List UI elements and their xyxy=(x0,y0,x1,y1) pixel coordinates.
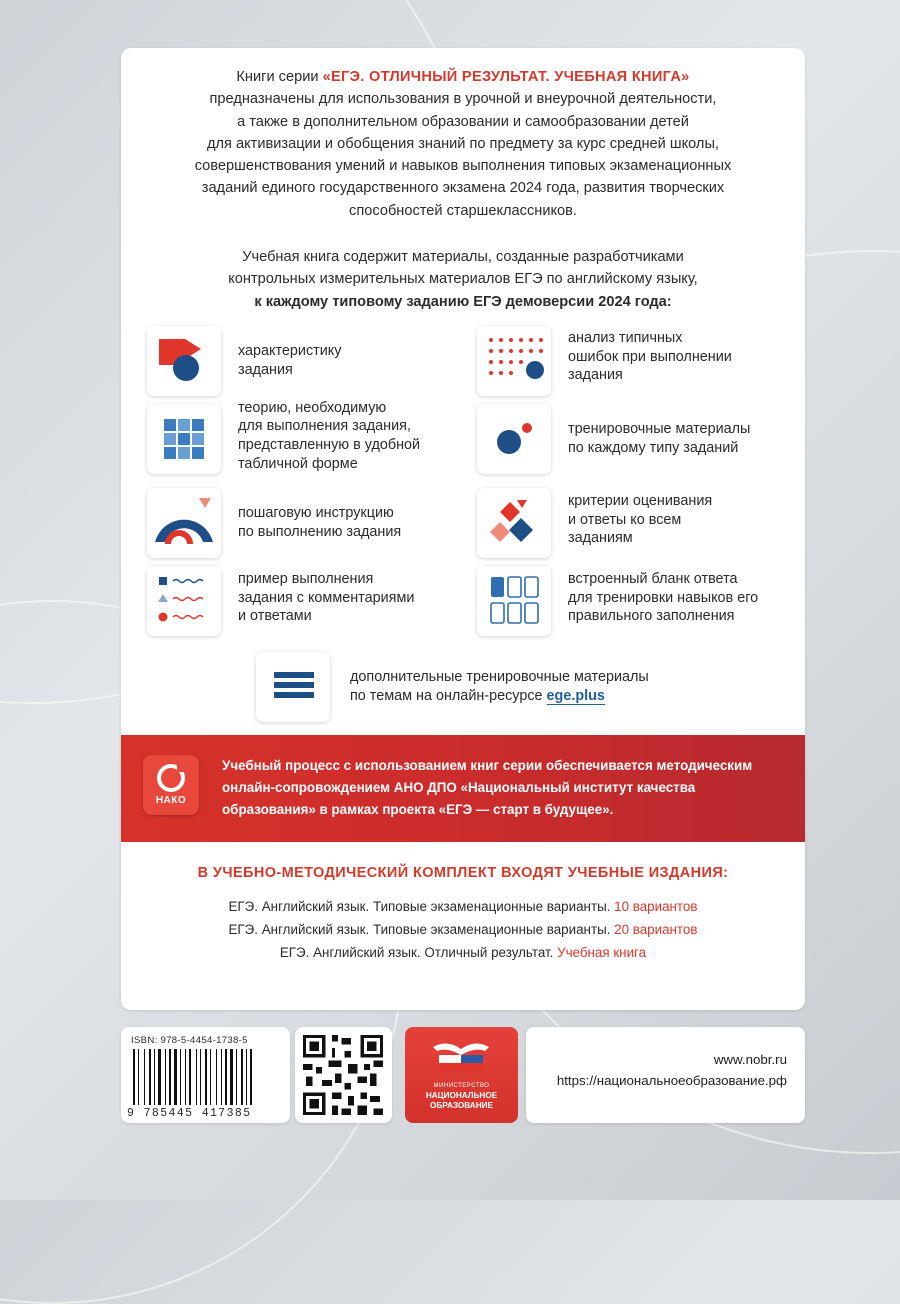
barcode-bar xyxy=(223,1049,224,1105)
barcode-bar xyxy=(196,1049,197,1105)
kit-item-text: ЕГЭ. Английский язык. Типовые экзаменационные варианты. xyxy=(228,899,615,914)
online-resource-item xyxy=(256,652,649,722)
barcode-bar xyxy=(225,1049,227,1105)
barcode-bar xyxy=(218,1049,220,1105)
barcode-bar xyxy=(178,1049,179,1105)
feature-item xyxy=(147,566,414,636)
feature-text: критерии оценивания xyxy=(568,493,713,510)
nako-logo-label: НАКО xyxy=(155,795,187,806)
intro-line: предназначены для использования в урочной и внеурочной деятельности, xyxy=(209,91,717,108)
barcode-bar xyxy=(162,1049,164,1105)
feature-text: тренировочные материалы xyxy=(568,421,751,438)
barcode-bar xyxy=(230,1049,233,1105)
kit-item-accent: Учебная книга xyxy=(557,945,647,960)
barcode-bar xyxy=(154,1049,155,1105)
feature-text: для тренировки навыков его xyxy=(568,589,759,606)
series-title: «ЕГЭ. ОТЛИЧНЫЙ РЕЗУЛЬТАТ. УЧЕБНАЯ КНИГА» xyxy=(322,69,690,85)
diamond-arrow-icon xyxy=(477,488,551,558)
intro-line: совершенствования умений и навыков выполнения типовых экзаменационных xyxy=(194,158,732,175)
feature-item xyxy=(477,488,712,558)
feature-item xyxy=(477,404,750,474)
barcode-bar xyxy=(180,1049,181,1105)
feature-text: для выполнения задания, xyxy=(238,418,411,435)
barcode-bar xyxy=(228,1049,229,1105)
eagle-flag-icon xyxy=(405,1027,518,1083)
barcode-bar xyxy=(149,1049,151,1105)
banner-line: Учебный процесс с использованием книг серии обеспечивается методическим xyxy=(222,758,753,773)
feature-text: теорию, необходимую xyxy=(238,399,387,416)
feature-text: правильного заполнения xyxy=(568,608,735,625)
barcode-bar xyxy=(158,1049,161,1105)
feature-text: и ответы ко всем xyxy=(568,511,682,528)
national-education-link[interactable]: https://национальноеобразование.рф xyxy=(556,1073,787,1088)
intro-line: способностей старшеклассников. xyxy=(349,202,577,219)
barcode-bar xyxy=(248,1049,249,1105)
barcode-bar xyxy=(187,1049,188,1105)
contents-line: Учебная книга содержит материалы, созданные разработчиками xyxy=(242,249,684,265)
series-description xyxy=(151,66,775,222)
feature-text: задания xyxy=(238,362,293,378)
feature-text: задания xyxy=(568,367,623,384)
kit-title: В УЧЕБНО-МЕТОДИЧЕСКИЙ КОМПЛЕКТ ВХОДЯТ УЧЕБНЫЕ ИЗДАНИЯ: xyxy=(197,865,729,881)
barcode-bar xyxy=(205,1049,207,1105)
kit-item xyxy=(121,922,805,937)
barcode-bar xyxy=(138,1049,139,1105)
intro-line: для активизации и обобщения знаний по предмету за курс средней школы, xyxy=(207,135,719,152)
barcode-bar xyxy=(182,1049,184,1105)
barcode-bar xyxy=(216,1049,217,1105)
barcode-bar xyxy=(167,1049,168,1105)
feature-text: по выполнению задания xyxy=(238,524,402,540)
arches-icon xyxy=(147,488,221,558)
barcode-bar xyxy=(200,1049,201,1105)
feature-text: и ответами xyxy=(238,608,312,625)
barcode-bar xyxy=(185,1049,186,1105)
barcode-bar xyxy=(198,1049,199,1105)
links-panel xyxy=(526,1027,805,1123)
kit-item-accent: 20 вариантов xyxy=(614,922,698,937)
feature-text: табличной форме xyxy=(238,455,358,472)
barcode-bar xyxy=(144,1049,145,1105)
barcode-bar xyxy=(210,1049,211,1105)
isbn-text: ISBN: 978-5-4454-1738-5 xyxy=(131,1035,248,1046)
barcode-bar xyxy=(221,1049,222,1105)
ean-number: 9 785445 417385 xyxy=(127,1107,252,1120)
barcode xyxy=(133,1049,283,1105)
kit-item-text: ЕГЭ. Английский язык. Типовые экзаменационные варианты. xyxy=(228,922,615,937)
national-education-logo xyxy=(405,1027,518,1123)
national-small-text: МИНИСТЕРСТВО xyxy=(433,1083,490,1089)
barcode-bar xyxy=(250,1049,252,1105)
barcode-bar xyxy=(246,1049,247,1105)
contents-line-bold: к каждому типовому заданию ЕГЭ демоверсии 2024 года: xyxy=(254,293,672,310)
kit-item-text: ЕГЭ. Английский язык. Отличный результат. xyxy=(279,945,558,960)
feature-text: пример выполнения xyxy=(238,571,374,588)
feature-item xyxy=(477,566,758,636)
barcode-bar xyxy=(208,1049,209,1105)
dot-grid-icon xyxy=(477,326,551,396)
kit-item-accent: 10 вариантов xyxy=(614,899,698,914)
intro-prefix: Книги серии xyxy=(236,69,323,85)
nako-banner xyxy=(121,735,805,842)
banner-line: образования» в рамках проекта «ЕГЭ — старт в будущее». xyxy=(222,802,614,817)
table-grid-icon xyxy=(147,404,221,474)
feature-text: анализ типичных xyxy=(568,330,683,347)
barcode-bar xyxy=(152,1049,153,1105)
feature-text: по каждому типу заданий xyxy=(568,440,739,456)
ege-plus-link[interactable]: ege.plus xyxy=(546,688,605,704)
circles-icon xyxy=(477,404,551,474)
info-card xyxy=(121,48,805,1010)
qr-code-icon[interactable] xyxy=(303,1035,383,1115)
barcode-bar xyxy=(212,1049,215,1105)
barcode-bar xyxy=(244,1049,245,1105)
barcode-bar xyxy=(169,1049,171,1105)
list-symbols-icon xyxy=(147,566,221,636)
feature-text: по темам на онлайн-ресурсе xyxy=(350,688,547,704)
contents-description xyxy=(151,246,775,313)
barcode-bar xyxy=(156,1049,157,1105)
feature-item xyxy=(147,326,341,396)
feature-text: встроенный бланк ответа xyxy=(568,571,738,588)
barcode-bar xyxy=(146,1049,148,1105)
barcode-bar xyxy=(174,1049,177,1105)
answer-form-icon xyxy=(477,566,551,636)
banner-line: онлайн-сопровождением АНО ДПО «Национальный институт качества xyxy=(222,780,696,795)
feature-text: характеристику xyxy=(238,343,342,360)
barcode-bar xyxy=(136,1049,137,1105)
barcode-bar xyxy=(133,1049,135,1105)
barcode-bar xyxy=(165,1049,166,1105)
feature-item xyxy=(477,326,732,396)
kit-item xyxy=(121,899,805,914)
barcode-bar xyxy=(189,1049,191,1105)
shapes-icon xyxy=(147,326,221,396)
barcode-panel xyxy=(121,1027,290,1123)
nako-logo-icon xyxy=(143,755,199,815)
feature-text: заданиям xyxy=(568,530,633,547)
kit-item xyxy=(121,945,805,960)
barcode-bar xyxy=(202,1049,204,1105)
barcode-bar xyxy=(140,1049,143,1105)
intro-line: заданий единого государственного экзамена 2024 года, развития творческих xyxy=(201,180,725,197)
barcode-bar xyxy=(238,1049,240,1105)
nobr-link[interactable]: www.nobr.ru xyxy=(713,1052,787,1067)
contents-line: контрольных измерительных материалов ЕГЭ по английскому языку, xyxy=(228,271,698,288)
feature-text: пошаговую инструкцию xyxy=(238,505,394,522)
qr-panel xyxy=(295,1027,392,1123)
barcode-bar xyxy=(253,1049,256,1105)
feature-text: дополнительные тренировочные материалы xyxy=(350,669,649,686)
barcode-bar xyxy=(236,1049,237,1105)
intro-line: а также в дополнительном образовании и самообразовании детей xyxy=(237,113,689,130)
barcode-bar xyxy=(241,1049,243,1105)
stripes-icon xyxy=(256,652,330,722)
national-title: НАЦИОНАЛЬНОЕ ОБРАЗОВАНИЕ xyxy=(425,1091,498,1110)
feature-item xyxy=(147,399,421,474)
feature-text: ошибок при выполнении xyxy=(568,348,732,365)
feature-text: задания с комментариями xyxy=(238,589,415,606)
barcode-bar xyxy=(192,1049,195,1105)
barcode-bar xyxy=(172,1049,173,1105)
feature-text: представленную в удобной xyxy=(238,437,421,453)
barcode-bar xyxy=(234,1049,235,1105)
feature-item xyxy=(147,488,401,558)
